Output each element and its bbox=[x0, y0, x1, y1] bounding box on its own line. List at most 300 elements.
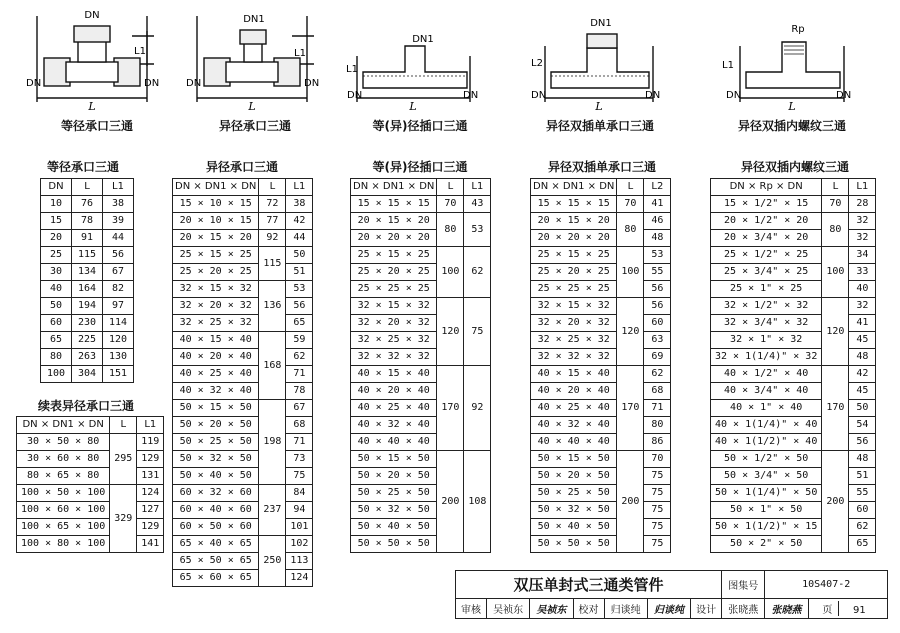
spec-cell: 50 × 2" × 50 bbox=[711, 536, 822, 553]
table-row bbox=[351, 451, 491, 468]
table-row bbox=[351, 298, 491, 315]
table-row bbox=[531, 281, 671, 298]
spec-cell: 40 × 15 × 40 bbox=[173, 332, 259, 349]
table-5-title: 异径双插内螺纹三通 bbox=[740, 160, 849, 174]
table-row bbox=[531, 298, 671, 315]
diagram-2-caption: 异径承口三通 bbox=[218, 119, 291, 133]
table-row bbox=[41, 264, 134, 281]
spec-cell: 25 × 1" × 25 bbox=[711, 281, 822, 298]
dimension-cell: 75 bbox=[464, 298, 491, 366]
length-cell: 70 bbox=[822, 196, 849, 213]
length-cell: 92 bbox=[259, 230, 286, 247]
dimension-cell: 108 bbox=[464, 451, 491, 553]
dimension-cell: 46 bbox=[644, 213, 671, 230]
dimension-cell: 59 bbox=[286, 332, 313, 349]
length-cell: 70 bbox=[437, 196, 464, 213]
table-row bbox=[711, 366, 876, 383]
table-row bbox=[41, 349, 134, 366]
table-row bbox=[351, 213, 491, 230]
spec-cell: 25 × 20 × 25 bbox=[531, 264, 617, 281]
table-cell: 134 bbox=[72, 264, 103, 281]
table-header-row bbox=[173, 179, 313, 196]
spec-cell: 20 × 15 × 20 bbox=[173, 230, 259, 247]
dimension-cell: 62 bbox=[644, 366, 671, 383]
spec-cell: 65 × 50 × 65 bbox=[173, 553, 259, 570]
table-cell: 130 bbox=[103, 349, 134, 366]
table-row bbox=[173, 553, 313, 570]
table-row bbox=[173, 264, 313, 281]
table-cell: 78 bbox=[72, 213, 103, 230]
table-row bbox=[17, 536, 164, 553]
title-block bbox=[455, 570, 888, 619]
page-cell bbox=[808, 599, 887, 619]
spec-cell: 40 × 15 × 40 bbox=[531, 366, 617, 383]
designer-signature: 张晓燕 bbox=[765, 599, 808, 619]
diagram-3-left-label: DN bbox=[347, 90, 363, 101]
dimension-cell: 63 bbox=[644, 332, 671, 349]
table-cell: 60 bbox=[41, 315, 72, 332]
diagram-3-top-label: DN1 bbox=[412, 34, 434, 45]
length-cell: 200 bbox=[822, 451, 849, 553]
dimension-cell: 68 bbox=[286, 417, 313, 434]
dimension-cell: 48 bbox=[849, 349, 876, 366]
table-row bbox=[531, 213, 671, 230]
dimension-cell: 54 bbox=[849, 417, 876, 434]
table-row bbox=[711, 451, 876, 468]
table-row bbox=[173, 332, 313, 349]
spec-cell: 50 × 20 × 50 bbox=[173, 417, 259, 434]
table-cell: 115 bbox=[72, 247, 103, 264]
spec-cell: 50 × 40 × 50 bbox=[351, 519, 437, 536]
dimension-cell: 28 bbox=[849, 196, 876, 213]
spec-cell: 50 × 1(1/4)" × 50 bbox=[711, 485, 822, 502]
spec-cell: 50 × 32 × 50 bbox=[173, 451, 259, 468]
table-row bbox=[711, 247, 876, 264]
dimension-cell: 60 bbox=[644, 315, 671, 332]
dimension-cell: 101 bbox=[286, 519, 313, 536]
table-spigot-tee bbox=[350, 178, 491, 553]
spec-cell: 32 × 20 × 32 bbox=[173, 298, 259, 315]
diagram-2-left-label: DN bbox=[186, 78, 202, 89]
diagram-1-top-label: DN bbox=[84, 10, 100, 21]
spec-cell: 40 × 15 × 40 bbox=[351, 366, 437, 383]
length-cell: 120 bbox=[822, 298, 849, 366]
dimension-cell: 62 bbox=[286, 349, 313, 366]
dimension-cell: 43 bbox=[464, 196, 491, 213]
table-row bbox=[41, 213, 134, 230]
table-cell: 194 bbox=[72, 298, 103, 315]
spec-cell: 50 × 15 × 50 bbox=[351, 451, 437, 468]
table-row bbox=[41, 315, 134, 332]
column-header: L1 bbox=[286, 179, 313, 196]
table-row bbox=[173, 468, 313, 485]
column-header: DN × DN1 × DN bbox=[351, 179, 437, 196]
spec-cell: 32 × 25 × 32 bbox=[531, 332, 617, 349]
spec-cell: 50 × 1" × 50 bbox=[711, 502, 822, 519]
column-header: L bbox=[822, 179, 849, 196]
table-cell: 263 bbox=[72, 349, 103, 366]
spec-cell: 65 × 40 × 65 bbox=[173, 536, 259, 553]
diagram-3-right-label: DN bbox=[463, 90, 479, 101]
spec-cell: 80 × 65 × 80 bbox=[17, 468, 110, 485]
spec-cell: 32 × 25 × 32 bbox=[351, 332, 437, 349]
table-cell: 10 bbox=[41, 196, 72, 213]
spec-cell: 20 × 15 × 20 bbox=[351, 213, 437, 230]
table-row bbox=[711, 519, 876, 536]
table-row bbox=[173, 298, 313, 315]
spec-cell: 40 × 40 × 40 bbox=[531, 434, 617, 451]
diagram-1-length-label: L bbox=[88, 100, 96, 113]
diagram-5-caption: 异径双插内螺纹三通 bbox=[737, 119, 846, 133]
dimension-cell: 55 bbox=[849, 485, 876, 502]
diagram-2-length-label: L bbox=[248, 100, 256, 113]
diagram-2-height-label: L1 bbox=[294, 48, 306, 59]
table-double-spigot-socket-tee bbox=[530, 178, 671, 553]
diagram-2-right-label: DN bbox=[304, 78, 320, 89]
table-reducing-socket-tee bbox=[172, 178, 313, 587]
spec-cell: 32 × 15 × 32 bbox=[173, 281, 259, 298]
column-header: L bbox=[259, 179, 286, 196]
table-equal-socket-tee bbox=[40, 178, 134, 383]
spec-cell: 25 × 15 × 25 bbox=[173, 247, 259, 264]
dimension-cell: 75 bbox=[644, 468, 671, 485]
spec-cell: 100 × 60 × 100 bbox=[17, 502, 110, 519]
table-row bbox=[351, 247, 491, 264]
length-cell: 200 bbox=[437, 451, 464, 553]
table-row bbox=[351, 366, 491, 383]
table-row bbox=[173, 434, 313, 451]
column-header: L1 bbox=[464, 179, 491, 196]
table-row bbox=[711, 213, 876, 230]
diagram-1-left-label: DN bbox=[26, 78, 42, 89]
dimension-cell: 56 bbox=[286, 298, 313, 315]
table-1-title: 等径承口三通 bbox=[46, 160, 119, 174]
table-row bbox=[173, 400, 313, 417]
dimension-cell: 129 bbox=[137, 451, 164, 468]
dimension-cell: 102 bbox=[286, 536, 313, 553]
table-row bbox=[711, 468, 876, 485]
spec-cell: 20 × 20 × 20 bbox=[351, 230, 437, 247]
table-row bbox=[173, 196, 313, 213]
table-row bbox=[531, 536, 671, 553]
spec-cell: 15 × 15 × 15 bbox=[351, 196, 437, 213]
spec-cell: 50 × 1/2" × 50 bbox=[711, 451, 822, 468]
dimension-cell: 60 bbox=[849, 502, 876, 519]
column-header: L1 bbox=[849, 179, 876, 196]
dimension-cell: 41 bbox=[644, 196, 671, 213]
spec-cell: 100 × 80 × 100 bbox=[17, 536, 110, 553]
spec-cell: 100 × 50 × 100 bbox=[17, 485, 110, 502]
dimension-cell: 86 bbox=[644, 434, 671, 451]
spec-cell: 50 × 25 × 50 bbox=[351, 485, 437, 502]
length-cell: 120 bbox=[617, 298, 644, 366]
table-header-row bbox=[17, 417, 164, 434]
dimension-cell: 42 bbox=[286, 213, 313, 230]
column-header: DN × DN1 × DN bbox=[17, 417, 110, 434]
spec-cell: 15 × 15 × 15 bbox=[531, 196, 617, 213]
table-row bbox=[173, 349, 313, 366]
dimension-cell: 56 bbox=[849, 434, 876, 451]
column-header: L bbox=[110, 417, 137, 434]
diagram-1-height-label: L1 bbox=[134, 46, 146, 57]
table-row bbox=[531, 264, 671, 281]
table-row bbox=[711, 536, 876, 553]
spec-cell: 50 × 20 × 50 bbox=[351, 468, 437, 485]
table-row bbox=[17, 485, 164, 502]
dimension-cell: 71 bbox=[286, 434, 313, 451]
table-row bbox=[531, 502, 671, 519]
column-header: L bbox=[437, 179, 464, 196]
spec-cell: 30 × 60 × 80 bbox=[17, 451, 110, 468]
spec-cell: 40 × 32 × 40 bbox=[173, 383, 259, 400]
dimension-cell: 75 bbox=[644, 502, 671, 519]
dimension-cell: 44 bbox=[286, 230, 313, 247]
dimension-cell: 68 bbox=[644, 383, 671, 400]
diagram-3-length-label: L bbox=[409, 100, 417, 113]
dimension-cell: 62 bbox=[464, 247, 491, 298]
dimension-cell: 50 bbox=[849, 400, 876, 417]
length-cell: 80 bbox=[617, 213, 644, 247]
table-cell: 91 bbox=[72, 230, 103, 247]
table-cell: 65 bbox=[41, 332, 72, 349]
table-row bbox=[531, 230, 671, 247]
spec-cell: 60 × 32 × 60 bbox=[173, 485, 259, 502]
table-row bbox=[531, 434, 671, 451]
table-cell: 80 bbox=[41, 349, 72, 366]
table-cell: 40 bbox=[41, 281, 72, 298]
spec-cell: 25 × 20 × 25 bbox=[173, 264, 259, 281]
length-cell: 72 bbox=[259, 196, 286, 213]
table-cell: 56 bbox=[103, 247, 134, 264]
table-header-row bbox=[351, 179, 491, 196]
table-row bbox=[41, 230, 134, 247]
spec-cell: 40 × 32 × 40 bbox=[531, 417, 617, 434]
table-row bbox=[17, 468, 164, 485]
spec-cell: 20 × 15 × 20 bbox=[531, 213, 617, 230]
table-row bbox=[531, 417, 671, 434]
spec-cell: 32 × 20 × 32 bbox=[351, 315, 437, 332]
length-cell: 200 bbox=[617, 451, 644, 553]
spec-cell: 32 × 1" × 32 bbox=[711, 332, 822, 349]
spec-cell: 25 × 1/2" × 25 bbox=[711, 247, 822, 264]
table-row bbox=[711, 400, 876, 417]
spec-cell: 32 × 1(1/4)" × 32 bbox=[711, 349, 822, 366]
spec-cell: 50 × 20 × 50 bbox=[531, 468, 617, 485]
spec-cell: 25 × 25 × 25 bbox=[351, 281, 437, 298]
table-1b-title: 续表异径承口三通 bbox=[37, 399, 134, 413]
table-2-title: 异径承口三通 bbox=[205, 160, 278, 174]
table-cell: 230 bbox=[72, 315, 103, 332]
dimension-cell: 53 bbox=[464, 213, 491, 247]
spec-cell: 25 × 20 × 25 bbox=[351, 264, 437, 281]
spec-cell: 50 × 40 × 50 bbox=[531, 519, 617, 536]
dimension-cell: 127 bbox=[137, 502, 164, 519]
table-cell: 151 bbox=[103, 366, 134, 383]
spec-cell: 20 × 10 × 15 bbox=[173, 213, 259, 230]
table-row bbox=[711, 196, 876, 213]
spec-cell: 50 × 50 × 50 bbox=[531, 536, 617, 553]
dimension-cell: 41 bbox=[849, 315, 876, 332]
spec-cell: 40 × 40 × 40 bbox=[351, 434, 437, 451]
table-reducing-socket-tee-cont bbox=[16, 416, 164, 553]
table-row bbox=[173, 383, 313, 400]
atlas-number: 10S407-2 bbox=[765, 571, 888, 599]
column-header: L2 bbox=[644, 179, 671, 196]
diagram-equal-socket-tee bbox=[22, 6, 162, 116]
table-row bbox=[173, 417, 313, 434]
dimension-cell: 56 bbox=[644, 281, 671, 298]
table-row bbox=[17, 502, 164, 519]
column-header: L1 bbox=[137, 417, 164, 434]
diagram-4-right-label: DN bbox=[645, 90, 661, 101]
spec-cell: 40 × 1(1/2)" × 40 bbox=[711, 434, 822, 451]
dimension-cell: 53 bbox=[644, 247, 671, 264]
table-cell: 44 bbox=[103, 230, 134, 247]
spec-cell: 40 × 3/4" × 40 bbox=[711, 383, 822, 400]
spec-cell: 32 × 15 × 32 bbox=[351, 298, 437, 315]
table-threaded-tee bbox=[710, 178, 876, 553]
dimension-cell: 38 bbox=[286, 196, 313, 213]
diagram-1-right-label: DN bbox=[144, 78, 160, 89]
spec-cell: 25 × 3/4" × 25 bbox=[711, 264, 822, 281]
dimension-cell: 131 bbox=[137, 468, 164, 485]
table-row bbox=[173, 247, 313, 264]
spec-cell: 40 × 1(1/4)" × 40 bbox=[711, 417, 822, 434]
table-cell: 304 bbox=[72, 366, 103, 383]
diagram-double-spigot-socket-tee bbox=[525, 6, 665, 116]
design-label: 设计 bbox=[691, 599, 722, 619]
spec-cell: 32 × 32 × 32 bbox=[531, 349, 617, 366]
table-row bbox=[531, 315, 671, 332]
table-row bbox=[173, 536, 313, 553]
dimension-cell: 48 bbox=[644, 230, 671, 247]
dimension-cell: 84 bbox=[286, 485, 313, 502]
spec-cell: 32 × 25 × 32 bbox=[173, 315, 259, 332]
dimension-cell: 51 bbox=[849, 468, 876, 485]
table-row bbox=[41, 332, 134, 349]
dimension-cell: 69 bbox=[644, 349, 671, 366]
column-header: L1 bbox=[103, 179, 134, 196]
spec-cell: 40 × 25 × 40 bbox=[351, 400, 437, 417]
table-row bbox=[711, 383, 876, 400]
spec-cell: 25 × 25 × 25 bbox=[531, 281, 617, 298]
diagram-2-top-label: DN1 bbox=[243, 14, 265, 25]
dimension-cell: 56 bbox=[644, 298, 671, 315]
check-label: 校对 bbox=[573, 599, 604, 619]
table-row bbox=[531, 519, 671, 536]
spec-cell: 32 × 3/4" × 32 bbox=[711, 315, 822, 332]
table-cell: 67 bbox=[103, 264, 134, 281]
table-cell: 30 bbox=[41, 264, 72, 281]
table-cell: 164 bbox=[72, 281, 103, 298]
dimension-cell: 32 bbox=[849, 213, 876, 230]
dimension-cell: 129 bbox=[137, 519, 164, 536]
length-cell: 120 bbox=[437, 298, 464, 366]
table-row bbox=[173, 230, 313, 247]
table-row bbox=[711, 264, 876, 281]
diagram-1-caption: 等径承口三通 bbox=[60, 119, 133, 133]
spec-cell: 40 × 1" × 40 bbox=[711, 400, 822, 417]
table-row bbox=[41, 247, 134, 264]
length-cell: 170 bbox=[617, 366, 644, 451]
spec-cell: 50 × 1(1/2)" × 15 bbox=[711, 519, 822, 536]
spec-cell: 15 × 1/2" × 15 bbox=[711, 196, 822, 213]
diagram-5-length-label: L bbox=[788, 100, 796, 113]
table-cell: 82 bbox=[103, 281, 134, 298]
spec-cell: 20 × 3/4" × 20 bbox=[711, 230, 822, 247]
table-row bbox=[531, 400, 671, 417]
diagram-4-top-label: DN1 bbox=[590, 18, 612, 29]
dimension-cell: 92 bbox=[464, 366, 491, 451]
table-row bbox=[711, 349, 876, 366]
dimension-cell: 40 bbox=[849, 281, 876, 298]
length-cell: 329 bbox=[110, 485, 137, 553]
spec-cell: 40 × 25 × 40 bbox=[173, 366, 259, 383]
dimension-cell: 75 bbox=[644, 536, 671, 553]
table-4-title: 异径双插单承口三通 bbox=[547, 160, 656, 174]
table-cell: 38 bbox=[103, 196, 134, 213]
table-header-row bbox=[711, 179, 876, 196]
length-cell: 198 bbox=[259, 400, 286, 485]
table-row bbox=[531, 196, 671, 213]
table-row bbox=[531, 349, 671, 366]
spec-cell: 50 × 25 × 50 bbox=[531, 485, 617, 502]
table-cell: 25 bbox=[41, 247, 72, 264]
diagram-4-left-label: DN bbox=[531, 90, 547, 101]
table-row bbox=[173, 366, 313, 383]
dimension-cell: 71 bbox=[286, 366, 313, 383]
dimension-cell: 113 bbox=[286, 553, 313, 570]
dimension-cell: 45 bbox=[849, 332, 876, 349]
table-row bbox=[531, 383, 671, 400]
dimension-cell: 55 bbox=[644, 264, 671, 281]
table-cell: 120 bbox=[103, 332, 134, 349]
dimension-cell: 53 bbox=[286, 281, 313, 298]
review-label: 审核 bbox=[456, 599, 487, 619]
reviewer-signature: 吴祯东 bbox=[530, 599, 573, 619]
dimension-cell: 45 bbox=[849, 383, 876, 400]
spec-cell: 40 × 1/2" × 40 bbox=[711, 366, 822, 383]
table-row bbox=[711, 434, 876, 451]
length-cell: 70 bbox=[617, 196, 644, 213]
length-cell: 100 bbox=[617, 247, 644, 298]
table-row bbox=[17, 434, 164, 451]
table-row bbox=[711, 332, 876, 349]
diagram-reducing-socket-tee bbox=[182, 6, 322, 116]
dimension-cell: 34 bbox=[849, 247, 876, 264]
dimension-cell: 62 bbox=[849, 519, 876, 536]
length-cell: 237 bbox=[259, 485, 286, 536]
dimension-cell: 124 bbox=[137, 485, 164, 502]
table-row bbox=[41, 298, 134, 315]
dimension-cell: 32 bbox=[849, 230, 876, 247]
diagram-threaded-tee bbox=[720, 6, 860, 116]
table-cell: 76 bbox=[72, 196, 103, 213]
table-row bbox=[711, 281, 876, 298]
table-row bbox=[173, 315, 313, 332]
diagram-5-top-label: Rp bbox=[791, 24, 805, 35]
spec-cell: 20 × 20 × 20 bbox=[531, 230, 617, 247]
table-row bbox=[351, 196, 491, 213]
diagram-spigot-tee bbox=[345, 6, 485, 116]
dimension-cell: 42 bbox=[849, 366, 876, 383]
designer-name: 张晓燕 bbox=[722, 599, 765, 619]
spec-cell: 15 × 10 × 15 bbox=[173, 196, 259, 213]
diagram-3-height-label: L1 bbox=[346, 64, 358, 75]
length-cell: 80 bbox=[437, 213, 464, 247]
spec-cell: 50 × 3/4" × 50 bbox=[711, 468, 822, 485]
dimension-cell: 71 bbox=[644, 400, 671, 417]
